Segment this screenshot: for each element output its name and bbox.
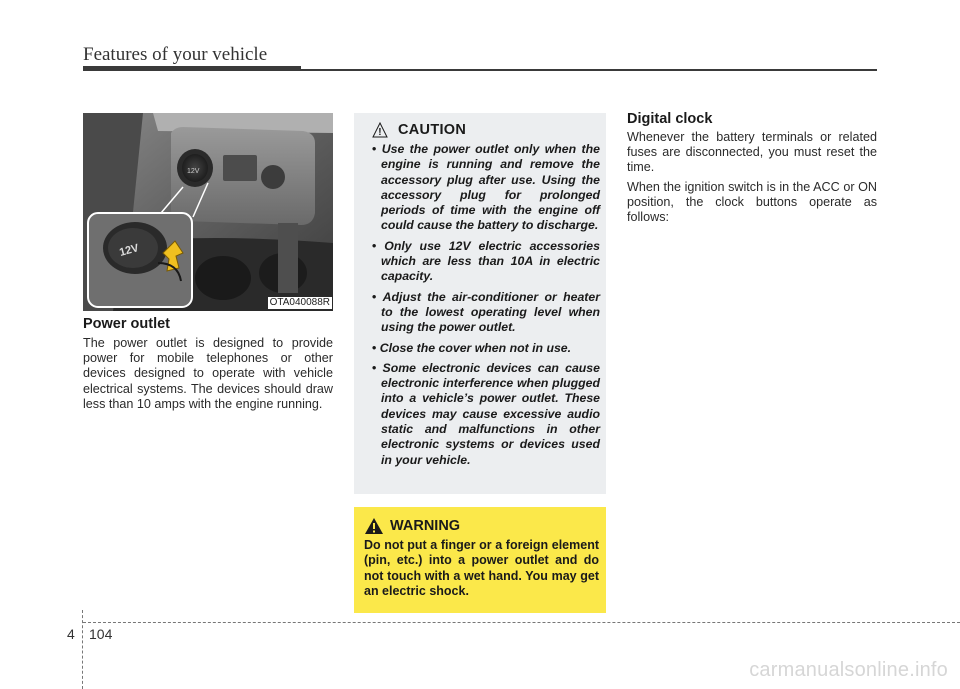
page-number: 104 xyxy=(89,626,113,642)
header-rule-thin xyxy=(301,69,877,71)
warning-box xyxy=(354,507,606,613)
svg-text:!: ! xyxy=(378,127,382,138)
caution-item: • Close the cover when not in use. xyxy=(365,341,600,356)
power-outlet-heading: Power outlet xyxy=(83,316,171,332)
caution-item: • Adjust the air-conditioner or heater to the lowest operating level when using the power outlet. xyxy=(365,290,600,336)
caution-title: CAUTION xyxy=(398,122,467,138)
caution-item: • Use the power outlet only when the engine is running and remove the accessory plug after use. Using the accessory plug for prolonged periods of time with the engine off could cause the battery to discharge. xyxy=(365,142,600,234)
caution-item: • Some electronic devices can cause electronic interference when plugged into a vehicle’s power outlet. These devices may cause excessive audio static and malfunctions in other electronic systems or devices used in your vehicle. xyxy=(365,361,600,468)
large-12v-label: 12V xyxy=(118,242,141,259)
digital-clock-para-1: Whenever the battery terminals or related fuses are disconnected, you must reset the time. xyxy=(627,130,877,175)
caution-header xyxy=(372,122,600,138)
warning-text: Do not put a finger or a foreign element (pin, etc.) into a power outlet and do not touch with a wet hand. You may get an electric shock. xyxy=(364,538,599,599)
footer-horizontal-rule xyxy=(83,622,960,623)
watermark: carmanualsonline.info xyxy=(749,659,948,681)
caution-item: • Only use 12V electric accessories which are less than 10A in electric capacity. xyxy=(365,239,600,285)
digital-clock-para-2: When the ignition switch is in the ACC or ON position, the clock buttons operate as follows: xyxy=(627,180,877,225)
power-outlet-illustration xyxy=(83,113,333,311)
digital-clock-heading: Digital clock xyxy=(627,111,713,127)
warning-title: WARNING xyxy=(390,518,461,534)
chapter-number: 4 xyxy=(67,626,75,642)
caution-list xyxy=(365,142,600,468)
small-12v-label: 12V xyxy=(187,168,200,175)
header-rule-thick xyxy=(83,66,301,71)
caution-box xyxy=(354,113,606,494)
power-outlet-photo xyxy=(83,113,333,311)
figure-code: OTA040088R xyxy=(269,297,330,308)
power-outlet-body: The power outlet is designed to provide power for mobile telephones or other devices designed to operate with vehicle electrical systems. The devices should draw less than 10 amps with the engine running. xyxy=(83,336,333,411)
warning-header xyxy=(364,517,599,535)
header-title: Features of your vehicle xyxy=(83,44,268,65)
caution-triangle-icon xyxy=(372,122,388,138)
warning-triangle-icon xyxy=(364,517,384,535)
